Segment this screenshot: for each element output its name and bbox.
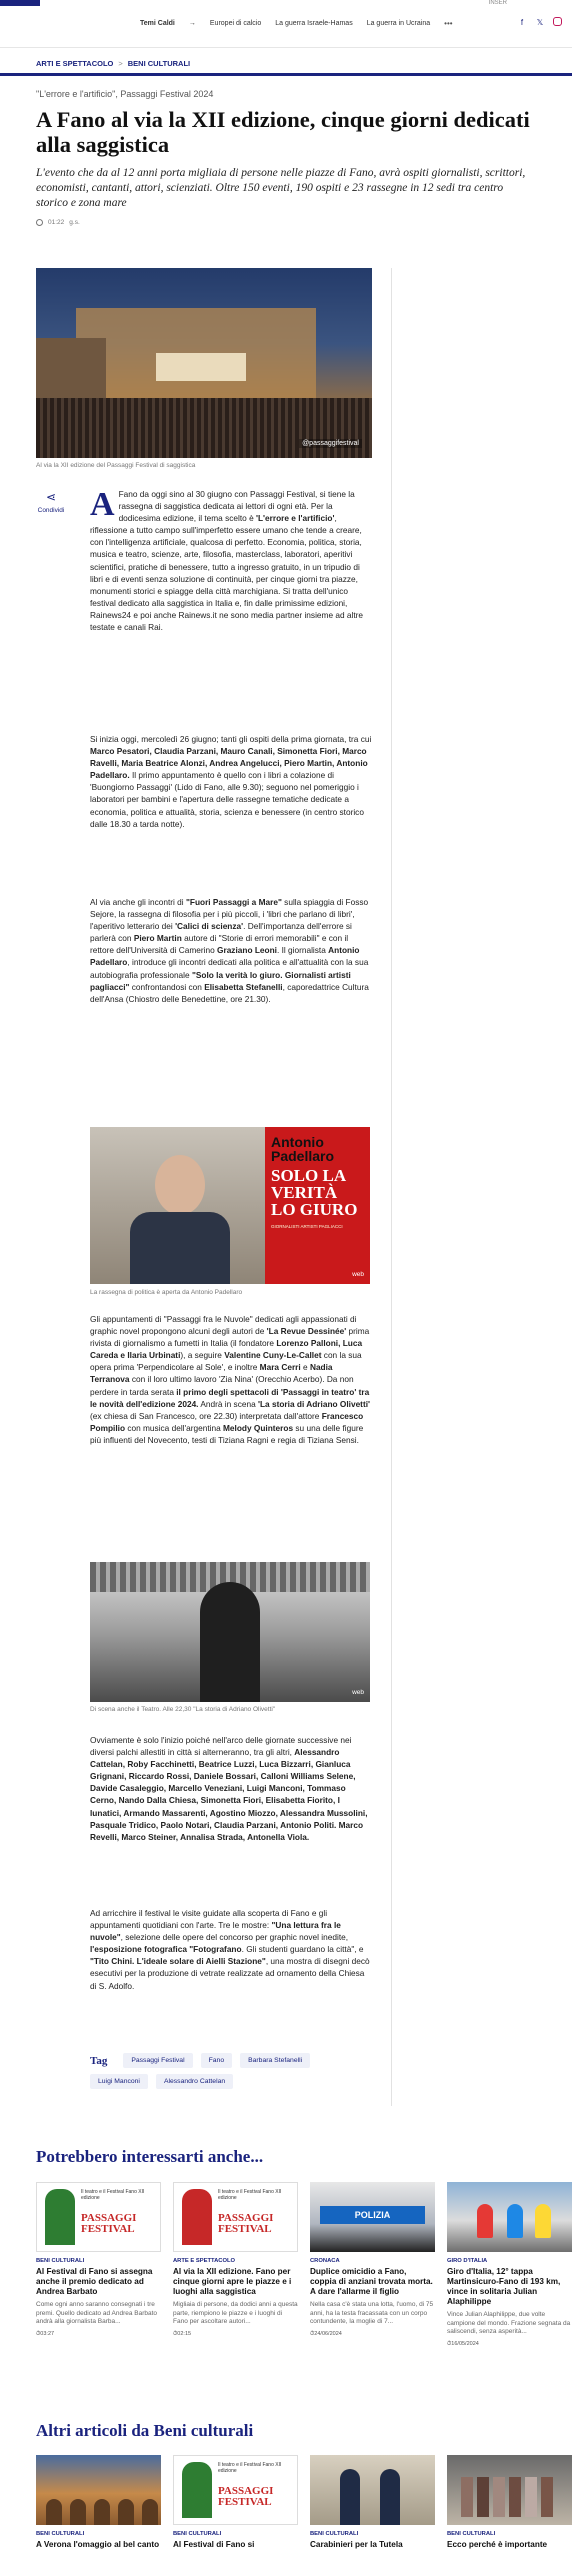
text: Al via anche gli incontri di (90, 897, 186, 907)
poster-text: Il teatro e il Festival Fano XII edizione (81, 2189, 145, 2201)
text: ), a seguire (180, 1350, 225, 1361)
text: Andrà in scena (198, 1398, 259, 1409)
card-category[interactable]: ARTE E SPETTACOLO (173, 2258, 236, 2264)
card-image (36, 2455, 161, 2525)
text-bold: Marco Pesatori, Claudia Parzani, Mauro Canali, Simonetta Fiori, Marco Ravelli, Maria Beatrice Alonzi, Andrea Angelucci, Piero Martin, Antonio Padellaro. (90, 746, 368, 781)
text-bold: Elisabetta Stefanelli (204, 981, 283, 992)
share-button[interactable] (36, 490, 66, 514)
related-cards (36, 2182, 572, 2348)
breadcrumb-separator: > (118, 59, 123, 68)
padellaro-caption: La rassegna di politica è aperta da Antonio Padellaro (90, 1289, 243, 1296)
hot-link-europei[interactable]: Europei di calcio (209, 20, 262, 27)
facebook-icon[interactable]: f (520, 17, 524, 27)
article-kicker: "L'errore e l'artificio", Passaggi Festival 2024 (36, 89, 214, 99)
logo-strip (0, 0, 40, 6)
card-title[interactable]: Al Festival di Fano si (173, 2540, 255, 2549)
card-image (447, 2455, 572, 2525)
related-card[interactable] (447, 2182, 572, 2348)
book (509, 2477, 521, 2517)
text-bold: Mara Cerri (259, 1362, 301, 1373)
text-bold: Valentine Cuny-Le-Callet (224, 1350, 322, 1361)
text-bold: "Fuori Passaggi a Mare" (185, 897, 282, 907)
card-title[interactable]: Al via la XII edizione. Fano per cinque giorni apre le piazze e i luoghi alla saggistica (173, 2267, 292, 2296)
book (541, 2477, 553, 2517)
arena-arch (142, 2499, 158, 2525)
article-paragraph-1 (90, 488, 372, 643)
instagram-icon[interactable] (553, 17, 562, 26)
text-bold: Melody Quinteros (223, 1422, 294, 1433)
text: (ex chiesa di San Francesco, ore 22.30) interpretata dall'attore (90, 1410, 322, 1421)
article-title: A Fano al via la XII edizione, cinque giorni dedicati alla saggistica (36, 107, 530, 157)
card-category[interactable]: GIRO D'ITALIA (447, 2258, 488, 2264)
more-card[interactable] (447, 2455, 572, 2550)
poster-name: PASSAGGI FESTIVAL (81, 2212, 137, 2235)
card-date: ⏱24/06/2024 (310, 2330, 342, 2337)
card-date: ⏱02:15 (173, 2330, 192, 2337)
hot-link-israele[interactable]: La guerra Israele-Hamas (275, 20, 353, 27)
poster-figure (45, 2189, 75, 2245)
text: con il loro ultimo lavoro 'Zia Nina' (Orecchio Acerbo). Da non perdere in tarda serata (90, 1374, 354, 1397)
article-meta (0, 219, 572, 226)
image-credit: @passaggifestival (299, 439, 362, 448)
poster-text: Il teatro e il Festival Fano XII edizione (218, 2189, 282, 2201)
book (493, 2477, 505, 2517)
card-date-text: 03:27 (40, 2330, 55, 2337)
poster-name: PASSAGGI FESTIVAL (218, 2485, 274, 2508)
card-excerpt: Nella casa c'è stata una lotta, l'uomo, di 75 anni, ha la testa fracassata con un corpo contundente, la moglie di 7... (310, 2301, 434, 2325)
text: autore di "Storie di errori memorabili" e con il rettore dell'Università di Camerino (90, 933, 349, 956)
top-header (0, 0, 572, 48)
web-tag: web (352, 1271, 364, 1278)
poster-name: PASSAGGI FESTIVAL (218, 2212, 274, 2235)
related-card[interactable] (36, 2182, 161, 2348)
cyclist (507, 2204, 523, 2238)
officer (340, 2469, 360, 2525)
book-cover (265, 1127, 370, 1284)
text-bold: Piero Martin (133, 933, 182, 944)
article-paragraph-6 (90, 1907, 372, 1992)
tag-list (90, 2053, 372, 2089)
text: . Il giornalista (276, 945, 329, 956)
related-card[interactable] (173, 2182, 298, 2348)
article-paragraph-3 (90, 896, 372, 1005)
article-paragraph-2 (90, 733, 372, 830)
text: con la sua opera prima 'Perpendicolare al Sole', e inoltre (90, 1350, 362, 1373)
card-category[interactable]: BENI CULTURALI (36, 2531, 85, 2537)
text: , riflessione a tutto campo sull'imperfetto essere umano che tende a creare, con l'intelligenza artificiale, qualcosa di perfetto. Economia, politica, storia, musica e teatro, scienze, arte, filosofia, masterclass, laboratori, aperitivi scientifici, pratiche di benessere, tutto a ingresso gratuito, in un tripudio di libri e di eventi senza soluzione di continuità, per cinque giorni tra piazze, monumenti storici e spiagge della città marchigiana. Si tratta dell'unico festival dedicato alla saggistica in Italia e, fin dalle primissime edizioni, Rainews24 e poi anche Rainews.it ne sono media partner insieme ad altre testate e canali Rai. (90, 513, 364, 633)
article-subtitle: L'evento che da al 12 anni porta migliaia di persone nelle piazze di Fano, avrà ospiti giornalisti, scrittori, economisti, cantanti, attori, scienziati. Oltre 150 eventi, 190 ospiti e 23 rassegne in 12 sedi tra centro storico e zona mare (36, 167, 526, 209)
book-title: SOLO LA VERITÀ LO GIURO (271, 1166, 358, 1219)
text-bold: il primo degli spettacoli di 'Passaggi in teatro' tra le novità dell'edizione 2024. (90, 1386, 370, 1409)
book-subtitle: GIORNALISTI ARTISTI PAGLIACCI (271, 1224, 343, 1229)
text: , introduce gli incontri dedicati alla politica e all'attualità con la sua autobiografia professionale (90, 957, 369, 980)
arena-arch (70, 2499, 86, 2525)
text-bold: l'esposizione fotografica "Fotografano (90, 1944, 242, 1955)
text-bold: Nadia Terranova (90, 1362, 333, 1385)
book (461, 2477, 473, 2517)
book-author: Antonio Padellaro (271, 1134, 335, 1164)
poster-figure (182, 2189, 212, 2245)
text: confrontandosi con (129, 981, 205, 992)
olivetti-image[interactable] (90, 1562, 370, 1702)
text-bold: 'L'errore e l'artificio' (256, 513, 335, 524)
card-excerpt: Come ogni anno saranno consegnati i tre premi. Quello dedicato ad Andrea Barbato andrà alla giornalista Barba... (36, 2301, 158, 2325)
text-bold: Graziano Leoni (217, 945, 277, 956)
more-topics-button[interactable]: ••• (444, 19, 453, 28)
card-image (310, 2455, 435, 2525)
card-date: ⏱03:27 (36, 2330, 55, 2337)
hot-arrow-icon: → (188, 20, 196, 27)
related-section-title: Potrebbero interessarti anche... (36, 2147, 264, 2166)
text: e (300, 1362, 310, 1373)
text-bold: 'Calici di scienza' (175, 921, 244, 932)
article-time: 01:22 (48, 219, 65, 226)
card-title[interactable]: Giro d'Italia, 12° tappa Martinsicuro-Fano di 193 km, vince in solitaria Julian Alaphilippe (447, 2267, 561, 2306)
text: , una mostra di disegni decò esecutivi per la produzione di vetrate realizzate ad ornamento della Chiesa di S. Adolfo. (90, 1956, 370, 1991)
card-title[interactable]: Ecco perché è importante (447, 2540, 548, 2549)
top-link[interactable]: INSER (488, 0, 507, 6)
cyclist (477, 2204, 493, 2238)
text: Gli appuntamenti di "Passaggi fra le Nuvole" dedicati agli appassionati di graphic novel propongono alcuni degli autori de (90, 1314, 357, 1337)
photo-head (155, 1155, 205, 1215)
card-title[interactable]: Carabinieri per la Tutela (310, 2540, 403, 2549)
card-title[interactable]: A Verona l'omaggio al bel canto (36, 2540, 160, 2549)
card-date-text: 24/06/2024 (314, 2330, 342, 2337)
cyclist (535, 2204, 551, 2238)
arena-arch (46, 2499, 62, 2525)
web-tag: web (352, 1689, 364, 1696)
card-image (36, 2182, 161, 2252)
article-paragraph-5 (90, 1734, 372, 1843)
text-bold: "Solo la verità lo giuro. Giornalisti artisti pagliacci" (90, 969, 351, 992)
card-excerpt: Vince Julian Alaphilippe, due volte campione del mondo. Frazione segnata da saliscendi, senza asperità... (447, 2311, 571, 2335)
card-image (173, 2182, 298, 2252)
arena-arch (94, 2499, 110, 2525)
hot-link-ucraina[interactable]: La guerra in Ucraina (366, 20, 431, 27)
card-date-text: 02:15 (177, 2330, 192, 2337)
share-label: Condividi (37, 507, 65, 514)
card-category[interactable]: BENI CULTURALI (447, 2531, 496, 2537)
card-excerpt: Migliaia di persone, da dodici anni a questa parte, riempiono le piazze e i luoghi di Fano per ascoltare autori... (173, 2301, 298, 2325)
main-image[interactable] (36, 268, 372, 458)
officer (380, 2469, 400, 2525)
hot-topics-bar (140, 19, 453, 28)
photo-figure (200, 1582, 260, 1702)
text: . Dell'importanza dell'errore si parlerà con (90, 921, 352, 944)
text: su una delle figure più influenti del Novecento, testi di Tiziana Ragni e regia di Tiziana Sensi. (90, 1422, 364, 1445)
tag[interactable]: Fano (201, 2053, 233, 2068)
more-section-title: Altri articoli da Beni culturali (36, 2421, 254, 2440)
breadcrumb (0, 54, 572, 76)
text-bold: 'La Revue Dessinée' (266, 1326, 347, 1337)
book (477, 2477, 489, 2517)
card-category[interactable]: CRONACA (310, 2258, 340, 2264)
card-date-text: 16/05/2024 (451, 2340, 479, 2347)
text: Ovviamente è solo l'inizio poiché nell'arco delle giornate successive nei diversi palchi allestiti in città si alterneranno, tra gli altri, (90, 1735, 352, 1758)
tag[interactable]: Barbara Stefanelli (240, 2053, 310, 2068)
olivetti-caption: Di scena anche il Teatro. Alle 22,30 "La storia di Adriano Olivetti" (90, 1706, 276, 1713)
poster-text: Il teatro e il Festival Fano XII edizione (218, 2462, 282, 2474)
card-date: ⏱16/05/2024 (447, 2340, 479, 2347)
police-badge: POLIZIA (320, 2206, 425, 2224)
card-title[interactable]: Al Festival di Fano si assegna anche il premio dedicato ad Andrea Barbato (36, 2267, 153, 2296)
breadcrumb-subsection[interactable]: BENI CULTURALI (127, 59, 191, 68)
text-bold: "Tito Chini. L'ideale solare di Aielli Stazione" (90, 1956, 266, 1967)
tag[interactable]: Passaggi Festival (123, 2053, 192, 2068)
card-image (310, 2182, 435, 2252)
text-bold: Alessandro Cattelan, Roby Facchinetti, Beatrice Luzzi, Luca Bizzarri, Gianluca Grignani, Riccardo Rossi, Daniele Bossari, Calloni Williams Selene, Davide Casaleggio, Marcello Veneziani, Luigi Manconi, Tommaso Cerno, Nando Dalla Chiesa, Simonetta Fiori, Elisabetta Fiorito, I lunatici, Armando Massarenti, Agostino Miozzo, Alessandra Mussolini, Pasquale Tridico, Paolo Notari, Claudia Parzani, Antonio Politi. Marco Revelli, Marco Steiner, Annalisa Strada, Antonella Viola. (90, 1747, 368, 1842)
hot-topics-label: Temi Caldi (140, 20, 175, 27)
text-bold: 'La storia di Adriano Olivetti' (258, 1398, 370, 1409)
text-bold: Antonio Padellaro (90, 945, 360, 968)
text: sulla spiaggia di Fosso Sejore, la rassegna di filosofia per i più piccoli, i 'libri che parlano di libri', l'aperitivo letterario dei (90, 897, 369, 932)
text: . Gli studenti guardano la città", e (241, 1944, 364, 1955)
card-category[interactable]: BENI CULTURALI (173, 2531, 222, 2537)
text: Fano da oggi sino al 30 giugno con Passaggi Festival, si tiene la rassegna di saggistica dedicata ai lettori di ogni età. Per la dodicesima edizione, il tema scelto è (118, 489, 355, 524)
text-bold: "Una lettura fra le nuvole" (90, 1920, 341, 1943)
tag[interactable]: Alessandro Cattelan (156, 2074, 233, 2089)
more-card[interactable] (310, 2455, 435, 2550)
article-paragraph-4 (90, 1313, 372, 1446)
related-card[interactable] (310, 2182, 435, 2348)
arena-arch (118, 2499, 134, 2525)
book (525, 2477, 537, 2517)
share-icon: ⋖ (45, 490, 57, 504)
tags-label: Tag (90, 2054, 108, 2067)
padellaro-image[interactable] (90, 1127, 370, 1284)
card-category[interactable]: BENI CULTURALI (310, 2531, 359, 2537)
photo-body (130, 1212, 230, 1284)
breadcrumb-section[interactable]: ARTI E SPETTACOLO (36, 59, 114, 68)
text: Il primo appuntamento è quello con i libri a colazione di 'Buongiorno Passaggi' (Lido di Fano, alle 9.30); seguono nel pomeriggio i laboratori per bambini e l'apertura delle rassegne tematiche dedicate a economia, politica e attualità, storia, scienza e benessere (in centro storico dalle 18.30 a tarda notte). (90, 770, 364, 829)
dropcap: A (90, 486, 115, 523)
text: prima rivista di giornalismo a fumetti in Italia (il fondatore (90, 1326, 370, 1349)
more-card[interactable] (173, 2455, 298, 2550)
image-stage (156, 353, 246, 381)
image-crowd (36, 398, 372, 458)
text: con musica dell'argentina (125, 1422, 224, 1433)
x-icon[interactable]: 𝕏 (536, 17, 544, 27)
text-bold: Francesco Pompilio (90, 1410, 364, 1433)
text: Ad arricchire il festival le visite guidate alla scoperta di Fano e gli appuntamenti quotidiani con l'arte. Tre le mostre: (90, 1908, 328, 1931)
text: , selezione delle opere del concorso per graphic novel inedite, (120, 1932, 349, 1943)
social-links (517, 17, 562, 27)
card-image (447, 2182, 572, 2252)
tag[interactable]: Luigi Manconi (90, 2074, 148, 2089)
card-category[interactable]: BENI CULTURALI (36, 2258, 85, 2264)
card-image (173, 2455, 298, 2525)
text: Si inizia oggi, mercoledì 26 giugno; tanti gli ospiti della prima giornata, tra cui (90, 734, 372, 744)
article-author: g.s. (69, 219, 80, 226)
card-title[interactable]: Duplice omicidio a Fano, coppia di anziani trovata morta. A dare l'allarme il figlio (310, 2267, 433, 2296)
main-image-caption: Al via la XII edizione del Passaggi Festival di saggistica (36, 462, 196, 469)
text-bold: Lorenzo Palloni, Luca Careda e Ilaria Urbinati (90, 1338, 363, 1361)
column-divider (391, 268, 392, 2106)
more-cards (36, 2455, 572, 2550)
clock-icon (36, 219, 43, 226)
padellaro-photo (90, 1127, 265, 1284)
text: , caporedattrice Cultura dell'Ansa (Chiostro delle Benedettine, ore 21.30). (90, 981, 369, 1004)
poster-figure (182, 2462, 212, 2518)
more-card[interactable] (36, 2455, 161, 2550)
